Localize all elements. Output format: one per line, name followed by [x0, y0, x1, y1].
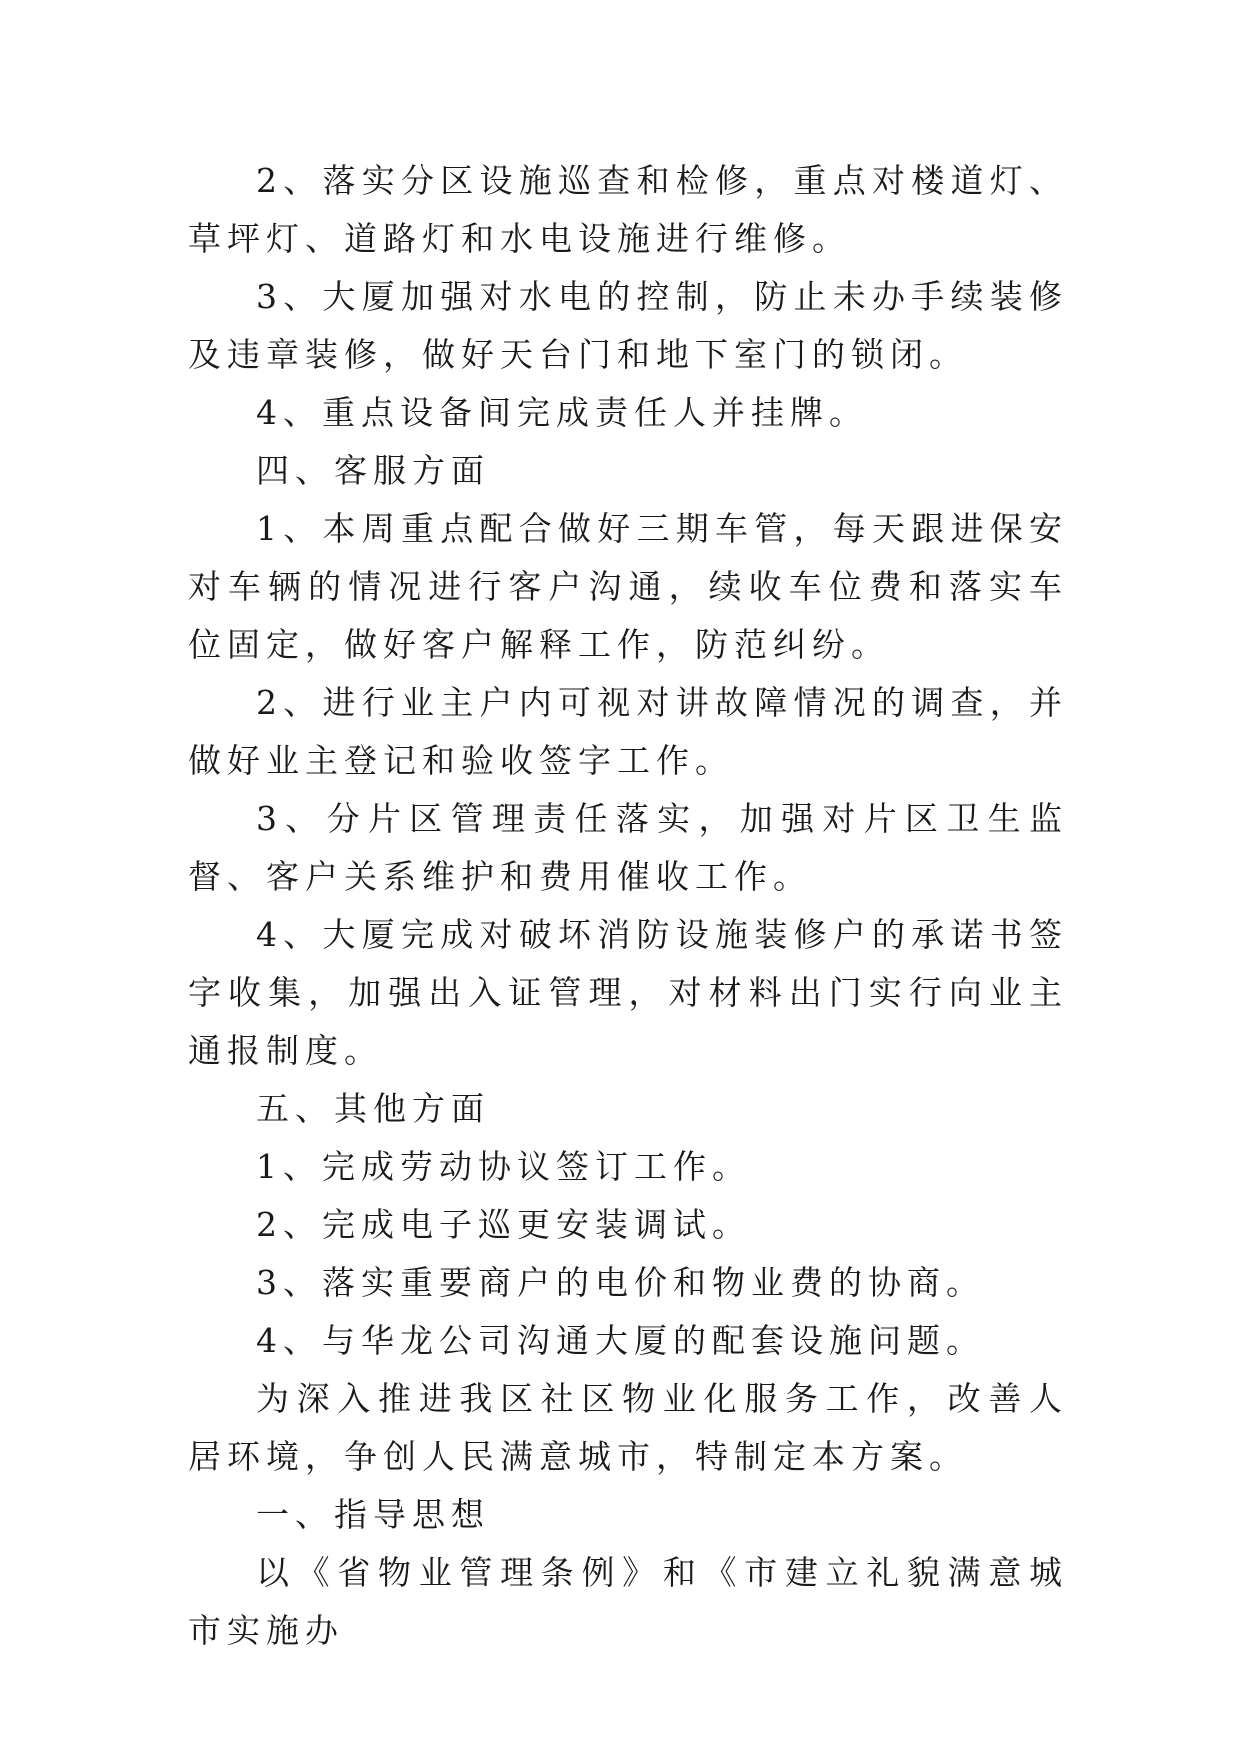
- section-heading-other: 五、其他方面: [256, 1089, 490, 1128]
- section-heading-guiding-ideology: 一、指导思想: [256, 1495, 490, 1534]
- paragraph-labor-agreement: 1、完成劳动协议签订工作。: [256, 1147, 751, 1186]
- paragraph-facility-inspection: 2、落实分区设施巡查和检修，重点对楼道灯、草坪灯、道路灯和水电设施进行维修。: [188, 161, 1068, 258]
- paragraph-equipment-room: 4、重点设备间完成责任人并挂牌。: [256, 393, 868, 432]
- paragraph-intercom-survey: 2、进行业主户内可视对讲故障情况的调查，并做好业主登记和验收签字工作。: [188, 683, 1068, 780]
- paragraph-building-control: 3、大厦加强对水电的控制，防止未办手续装修及违章装修，做好天台门和地下室门的锁闭。: [188, 277, 1068, 374]
- paragraph-patrol-system: 2、完成电子巡更安装调试。: [256, 1205, 751, 1244]
- paragraph-regulations: 以《省物业管理条例》和《市建立礼貌满意城市实施办: [188, 1553, 1068, 1650]
- paragraph-fire-facility: 4、大厦完成对破坏消防设施装修户的承诺书签字收集，加强出入证管理，对材料出门实行向业主通报制度。: [188, 915, 1068, 1070]
- paragraph-merchant-negotiation: 3、落实重要商户的电价和物业费的协商。: [256, 1263, 985, 1302]
- section-heading-customer-service: 四、客服方面: [256, 451, 490, 490]
- paragraph-plan-intro: 为深入推进我区社区物业化服务工作，改善人居环境，争创人民满意城市，特制定本方案。: [188, 1379, 1068, 1476]
- paragraph-zone-management: 3、分片区管理责任落实，加强对片区卫生监督、客户关系维护和费用催收工作。: [188, 799, 1068, 896]
- paragraph-vehicle-management: 1、本周重点配合做好三期车管，每天跟进保安对车辆的情况进行客户沟通，续收车位费和落实车位固定，做好客户解释工作，防范纠纷。: [188, 509, 1068, 664]
- paragraph-hualong-communication: 4、与华龙公司沟通大厦的配套设施问题。: [256, 1321, 985, 1360]
- document-body: [188, 152, 1068, 1660]
